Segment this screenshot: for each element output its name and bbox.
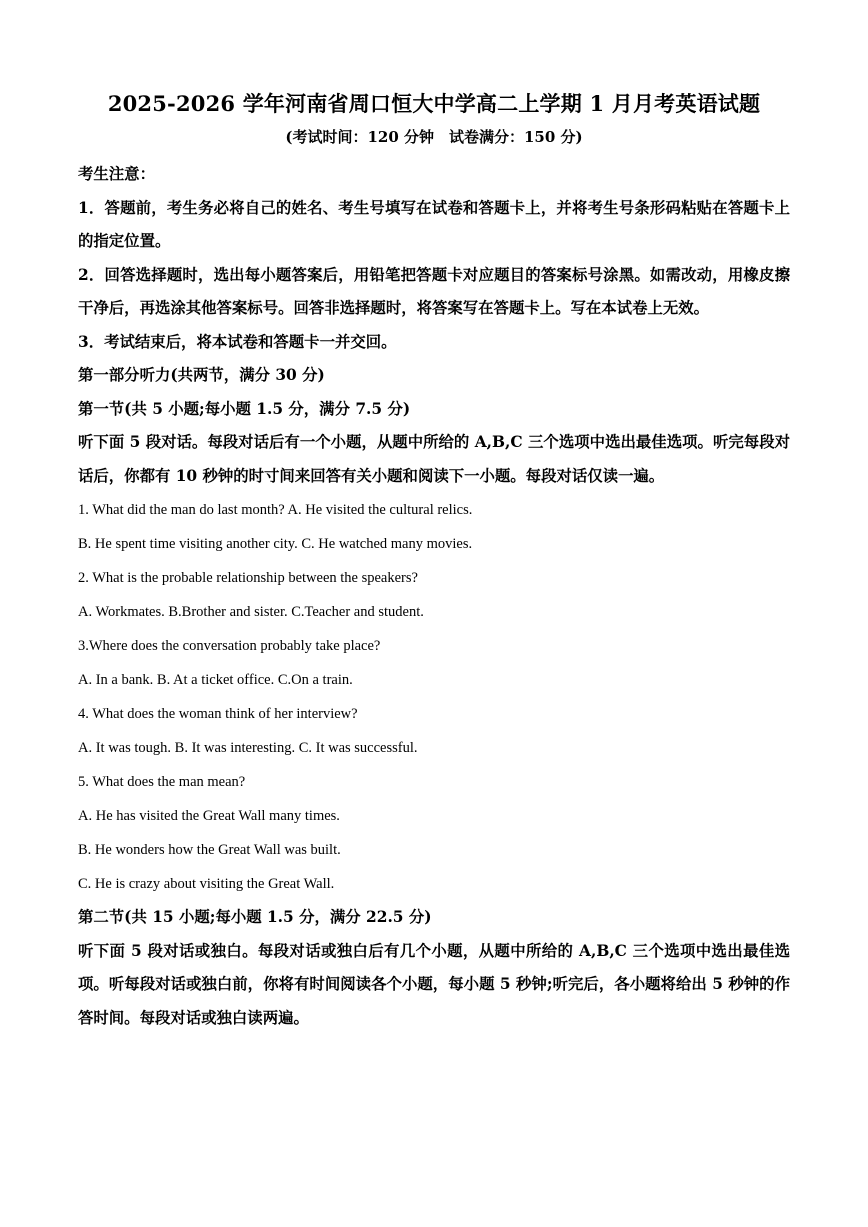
question-line: 1. What did the man do last month? A. He visited the cultural relics. [78, 502, 473, 518]
question-line: C. He is crazy about visiting the Great Wall. [78, 876, 335, 892]
question-line: A. He has visited the Great Wall many times. [78, 808, 340, 824]
section2-heading: 第二节(共 15 小题;每小题 1.5 分，满分 22.5 分) [78, 908, 432, 926]
notice-heading: 考生注意： [78, 165, 155, 183]
notice-item-3: 3．考试结束后，将本试卷和答题卡一并交回。 [78, 332, 397, 351]
question-line: A. It was tough. B. It was interesting. C. It was successful. [78, 740, 418, 756]
part1-heading: 第一部分听力(共两节，满分 30 分) [78, 366, 325, 384]
exam-subtitle: (考试时间：120 分钟 试卷满分：150 分) [285, 128, 583, 146]
notice-item-1: 1．答题前，考生务必将自己的姓名、考生号填写在试卷和答题卡上，并将考生号条形码粘贴在答题卡上的指定位置。 [78, 198, 790, 250]
question-line: A. In a bank. B. At a ticket office. C.On a train. [78, 672, 353, 688]
exam-title: 2025-2026 学年河南省周口恒大中学高二上学期 1 月月考英语试题 [107, 91, 761, 116]
question-line: 3.Where does the conversation probably take place? [78, 638, 381, 654]
question-line: B. He spent time visiting another city. C. He watched many movies. [78, 536, 473, 552]
question-list [78, 493, 790, 901]
section1-heading: 第一节(共 5 小题;每小题 1.5 分，满分 7.5 分) [78, 399, 411, 418]
notice-item-2: 2．回答选择题时，选出每小题答案后，用铅笔把答题卡对应题目的答案标号涂黑。如需改动，用橡皮擦干净后，再选涂其他答案标号。回答非选择题时，将答案写在答题卡上。写在本试卷上无效。 [78, 265, 790, 317]
question-line: A. Workmates. B.Brother and sister. C.Teacher and student. [78, 604, 424, 620]
question-line: 5. What does the man mean? [78, 774, 246, 790]
question-line: 2. What is the probable relationship between the speakers? [78, 570, 418, 586]
section2-instructions: 听下面 5 段对话或独白。每段对话或独白后有几个小题，从题中所给的 A,B,C 三个选项中选出最佳选项。听每段对话或独白前，你将有时间阅读各个小题，每小题 5 秒钟;听完后，各小题将给出 5 秒钟的作答时间。每段对话或独白读两遍。 [78, 941, 790, 1027]
question-line: 4. What does the woman think of her interview? [78, 706, 358, 722]
section1-instructions: 听下面 5 段对话。每段对话后有一个小题，从题中所给的 A,B,C 三个选项中选出最佳选项。听完每段对话后，你都有 10 秒钟的时寸间来回答有关小题和阅读下一小题。每段对话仅读一遍。 [78, 433, 790, 485]
question-line: B. He wonders how the Great Wall was built. [78, 842, 341, 858]
